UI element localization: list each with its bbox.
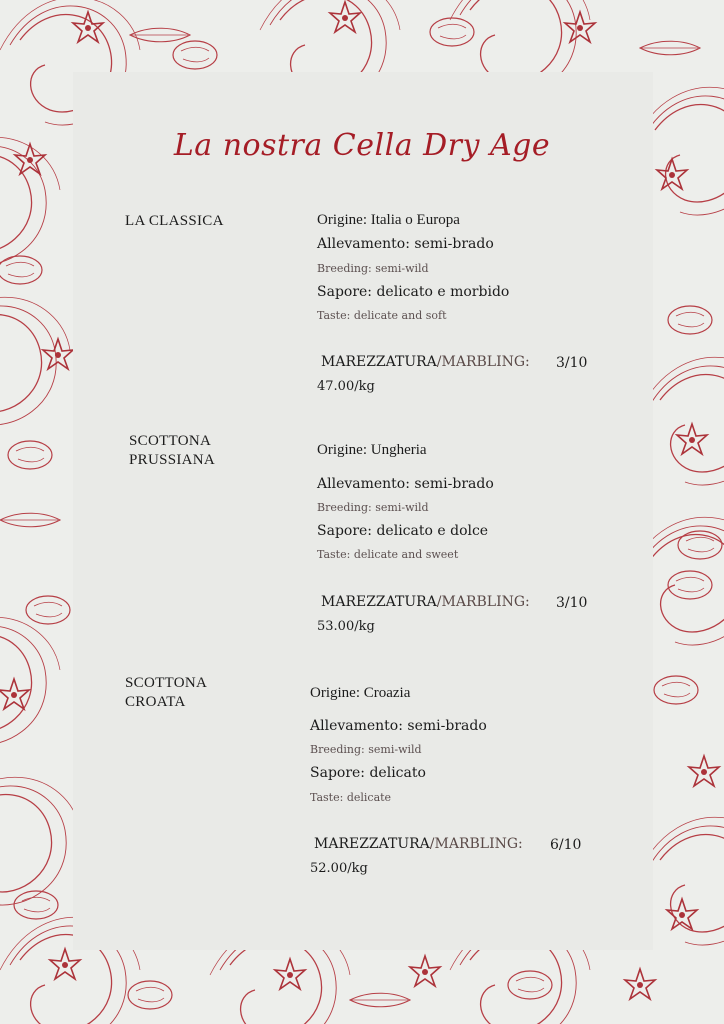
item-name: SCOTTONA CROATA <box>125 675 208 710</box>
item-taste-en: Taste: delicate <box>310 791 392 804</box>
item-origin: Origine: Italia o Europa <box>317 212 460 228</box>
item-breeding-en: Breeding: semi-wild <box>317 262 429 275</box>
item-breeding-it: Allevamento: semi-brado <box>317 236 494 252</box>
item-price: 52.00/kg <box>310 861 368 876</box>
item-name: SCOTTONA PRUSSIANA <box>129 433 216 468</box>
item-breeding-it: Allevamento: semi-brado <box>317 476 494 492</box>
marbling-label-it: MAREZZATURA <box>321 354 437 370</box>
item-marbling <box>321 354 530 370</box>
item-price: 47.00/kg <box>317 379 375 394</box>
marbling-label-en: /MARBLING: <box>436 354 530 370</box>
marbling-label-en: /MARBLING: <box>436 594 530 610</box>
item-breeding-it: Allevamento: semi-brado <box>310 718 487 734</box>
item-taste-it: Sapore: delicato e morbido <box>317 284 510 300</box>
item-taste-it: Sapore: delicato e dolce <box>317 523 489 539</box>
item-breeding-en: Breeding: semi-wild <box>310 743 422 756</box>
marbling-label-en: /MARBLING: <box>429 836 523 852</box>
item-taste-en: Taste: delicate and soft <box>317 309 447 322</box>
item-marbling <box>314 836 523 852</box>
page-title: La nostra Cella Dry Age <box>173 128 551 163</box>
item-name: LA CLASSICA <box>125 213 224 229</box>
marbling-label-it: MAREZZATURA <box>314 836 430 852</box>
item-taste-it: Sapore: delicato <box>310 765 426 781</box>
item-origin: Origine: Croazia <box>310 685 411 701</box>
item-price: 53.00/kg <box>317 619 375 634</box>
item-marbling <box>321 594 530 610</box>
item-marbling-score: 3/10 <box>556 595 588 611</box>
item-taste-en: Taste: delicate and sweet <box>317 548 459 561</box>
item-breeding-en: Breeding: semi-wild <box>317 501 429 514</box>
item-marbling-score: 3/10 <box>556 355 588 371</box>
item-marbling-score: 6/10 <box>550 837 582 853</box>
item-origin: Origine: Ungheria <box>317 442 427 458</box>
marbling-label-it: MAREZZATURA <box>321 594 437 610</box>
